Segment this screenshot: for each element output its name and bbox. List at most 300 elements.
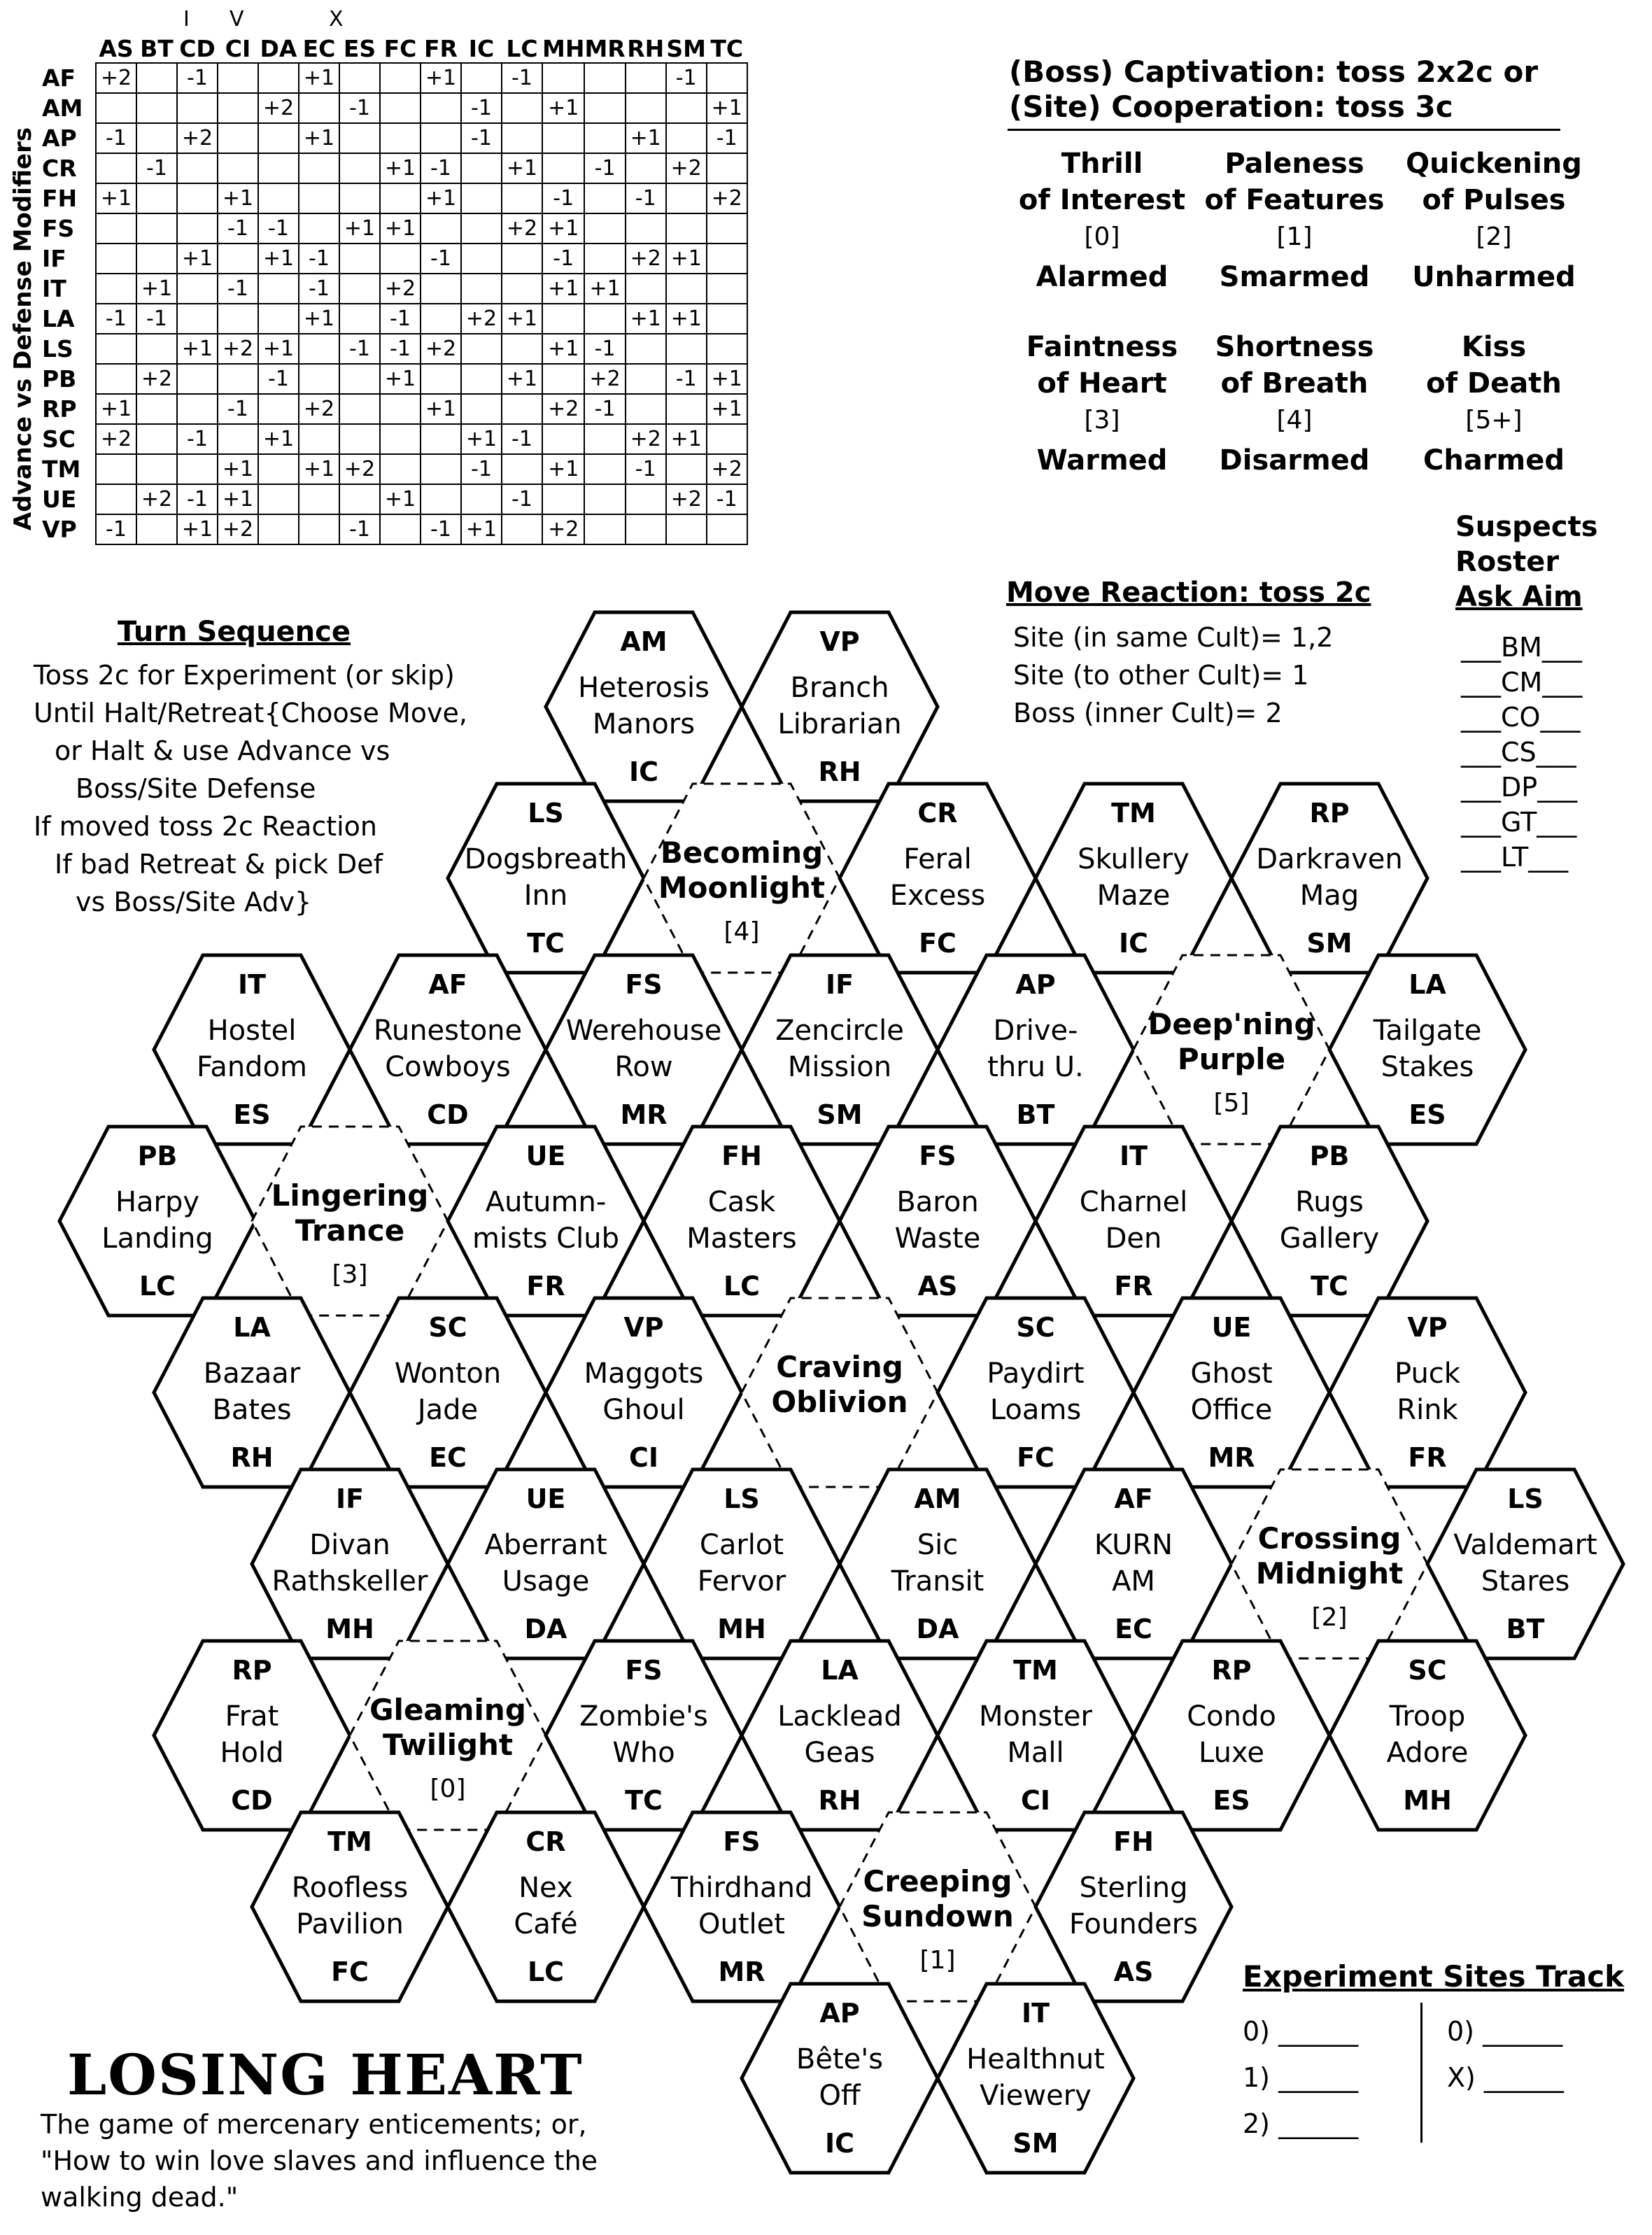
hex-text: Luxe [1199, 1737, 1264, 1769]
hex-text: Cask [707, 1186, 776, 1218]
text-line: ___BM___ [1461, 632, 1582, 663]
hex-text: Who [612, 1737, 675, 1769]
hex-text: Puck [1395, 1358, 1460, 1390]
site-hex[interactable] [154, 1641, 350, 1830]
hex-text: UE [525, 1483, 566, 1514]
site-hex[interactable] [252, 1469, 448, 1658]
hex-text: RH [230, 1442, 274, 1473]
column-header: FC [383, 35, 417, 62]
hex-text: Usage [502, 1565, 590, 1598]
site-hex[interactable] [1231, 784, 1427, 973]
hex-text: Pavilion [296, 1908, 404, 1940]
site-hex[interactable] [938, 1298, 1134, 1487]
cult-center-hex[interactable] [840, 1812, 1036, 2001]
hex-text: Autumn- [485, 1186, 607, 1218]
hex-text: Viewery [980, 2080, 1092, 2112]
hex-text: Monster [979, 1700, 1092, 1733]
hex-text: RH [818, 756, 861, 787]
cult-center-hex[interactable] [644, 784, 840, 973]
modifiers-axis-label: Advance vs Defense Modifiers [9, 127, 37, 531]
modifier-cell: +2 [707, 454, 747, 484]
modifier-cell: +1 [666, 424, 707, 454]
modifier-cell: -1 [584, 153, 625, 183]
modifier-cell: -1 [96, 123, 136, 153]
hex-text: Crossing [1257, 1521, 1402, 1556]
hex-text: FS [625, 1655, 663, 1686]
hex-text: Moonlight [658, 870, 826, 905]
site-hex[interactable] [644, 1469, 840, 1658]
hex-text: Rathskeller [271, 1565, 428, 1598]
hex-text: Founders [1068, 1908, 1199, 1940]
modifier-cell: -1 [421, 153, 461, 183]
hex-text: MR [718, 1956, 765, 1987]
hex-text: Lacklead [777, 1700, 902, 1733]
modifier-cell: +2 [96, 63, 136, 93]
hex-text: Valdemart [1453, 1529, 1597, 1561]
modifier-cell: -1 [177, 63, 218, 93]
modifier-cell: +1 [461, 514, 502, 544]
hex-text: [1] [919, 1946, 956, 1975]
cult-center-hex[interactable] [252, 1127, 448, 1316]
row-header: AP [42, 125, 77, 152]
row-header: CR [42, 155, 77, 182]
modifier-cell: -1 [218, 274, 258, 304]
hex-text: [3] [332, 1260, 368, 1289]
hex-text: Mall [1007, 1737, 1064, 1769]
captivation-level: Kiss of Death [5+] Charmed [1423, 331, 1565, 477]
hex-text: Dogsbreath [464, 843, 628, 875]
modifier-cell: +1 [542, 334, 584, 364]
site-hex[interactable] [154, 955, 350, 1144]
hex-text: [0] [430, 1775, 466, 1803]
move-reaction-title: Move Reaction: toss 2c [1006, 577, 1371, 609]
column-header: TC [710, 35, 744, 62]
modifier-cell: +1 [461, 424, 502, 454]
hex-text: Maggots [584, 1358, 704, 1390]
captivation-level: Shortness of Breath [4] Disarmed [1215, 331, 1374, 477]
text-line: X) ______ [1447, 2062, 1564, 2093]
modifier-cell: +1 [177, 244, 218, 274]
text-line: Site (in same Cult)= 1,2 [1013, 622, 1334, 653]
modifier-cell: +2 [218, 334, 258, 364]
column-header: MH [542, 35, 585, 62]
hex-text: Becoming [660, 836, 824, 870]
site-hex[interactable] [840, 784, 1036, 973]
modifier-cell: -1 [707, 484, 747, 514]
hex-text: Sterling [1079, 1872, 1188, 1904]
site-hex[interactable] [448, 1127, 644, 1316]
hex-text: RP [1211, 1655, 1252, 1686]
modifier-cell: +2 [96, 424, 136, 454]
modifier-cell: +2 [626, 244, 666, 274]
column-header: BT [140, 35, 174, 62]
cult-center-hex[interactable] [742, 1298, 938, 1487]
column-header: ES [343, 35, 376, 62]
top-mark-x: X [329, 7, 344, 31]
hex-text: TM [327, 1826, 372, 1857]
row-header: AM [42, 94, 83, 122]
modifier-cell: +1 [299, 304, 339, 334]
hex-text: Librarian [777, 708, 902, 740]
modifier-cell: +1 [218, 183, 258, 213]
text-line: vs Boss/Site Adv} [76, 887, 312, 917]
site-hex[interactable] [1329, 955, 1525, 1144]
text-line: ___CO___ [1461, 702, 1581, 733]
hex-text: Thirdhand [670, 1872, 813, 1904]
hex-text: Rink [1397, 1394, 1458, 1426]
hex-text: Oblivion [771, 1385, 908, 1419]
modifier-cell: -1 [542, 183, 584, 213]
hex-text: Waste [894, 1222, 981, 1255]
hex-text: Condo [1187, 1700, 1276, 1733]
hex-text: Purple [1177, 1042, 1286, 1076]
modifier-cell: +1 [258, 334, 299, 364]
text-line: walking dead." [41, 2182, 239, 2213]
column-header: AS [99, 35, 134, 62]
site-hex[interactable] [154, 1298, 350, 1487]
modifier-cell: +1 [96, 183, 136, 213]
site-hex[interactable] [1427, 1469, 1623, 1658]
turn-sequence-title: Turn Sequence [118, 616, 351, 648]
site-hex[interactable] [840, 1469, 1036, 1658]
hex-text: IT [1021, 1998, 1050, 2029]
modifier-cell: -1 [96, 514, 136, 544]
modifier-cell: -1 [421, 244, 461, 274]
hex-text: [2] [1311, 1603, 1348, 1632]
top-mark-i: I [183, 7, 190, 31]
hex-text: Werehouse [565, 1015, 722, 1047]
hex-text: [5] [1213, 1089, 1250, 1118]
column-header: SM [666, 35, 707, 62]
modifier-cell: +1 [421, 63, 461, 93]
hex-text: Craving [776, 1350, 903, 1384]
hex-text: LC [527, 1956, 565, 1987]
modifier-cell: -1 [502, 424, 542, 454]
hex-text: Drive- [993, 1015, 1078, 1047]
hex-text: Bazaar [203, 1358, 301, 1390]
hex-text: FR [1408, 1442, 1447, 1473]
hex-text: Hold [220, 1737, 284, 1769]
text-line: Site (to other Cult)= 1 [1013, 660, 1309, 691]
hex-text: Zencircle [775, 1015, 904, 1047]
experiment-track-right [1447, 2008, 1564, 2101]
hex-text: MR [1208, 1442, 1255, 1473]
modifier-cell: +1 [177, 514, 218, 544]
modifier-cell: +1 [707, 93, 747, 123]
hex-text: Twilight [382, 1728, 514, 1762]
hex-text: Deep'ning [1148, 1007, 1315, 1041]
hex-text: Darkraven [1256, 843, 1403, 875]
hex-text: PB [137, 1141, 178, 1171]
site-hex[interactable] [742, 1641, 938, 1830]
hex-text: AS [917, 1271, 958, 1302]
modifier-cell: +1 [542, 93, 584, 123]
site-hex[interactable] [350, 955, 546, 1144]
site-hex[interactable] [59, 1127, 255, 1316]
hex-text: Trance [295, 1213, 405, 1248]
modifier-cell: +2 [542, 514, 584, 544]
hex-text: Roofless [291, 1872, 409, 1904]
site-hex[interactable] [840, 1127, 1036, 1316]
text-line: If moved toss 2c Reaction [34, 811, 378, 842]
modifier-cell: +1 [299, 454, 339, 484]
hex-text: AM [914, 1483, 961, 1514]
hex-text: CI [1020, 1785, 1051, 1816]
modifier-cell: +1 [502, 153, 542, 183]
hex-text: SC [1016, 1312, 1055, 1343]
modifier-cell: +2 [542, 394, 584, 424]
modifier-cell: +2 [299, 394, 339, 424]
modifier-cell: +1 [136, 274, 177, 304]
hex-text: MH [717, 1614, 766, 1644]
hex-text: TC [625, 1785, 663, 1816]
row-header: IF [42, 245, 66, 272]
hex-text: Skullery [1078, 843, 1189, 875]
site-hex[interactable] [1036, 784, 1231, 973]
modifier-cell: +1 [299, 123, 339, 153]
hex-text: EC [1115, 1614, 1152, 1644]
site-hex[interactable] [448, 1469, 644, 1658]
hex-text: SM [817, 1099, 863, 1130]
modifier-cell: -1 [218, 213, 258, 244]
modifier-cell: +1 [542, 213, 584, 244]
hex-text: TM [1111, 798, 1156, 829]
site-hex[interactable] [448, 1812, 644, 2001]
hex-text: AF [428, 969, 467, 1000]
modifier-cell: -1 [299, 274, 339, 304]
modifier-cell: +1 [339, 213, 380, 244]
modifier-cell: +2 [626, 424, 666, 454]
modifier-cell: +2 [461, 304, 502, 334]
hex-text: mists Club [472, 1222, 619, 1255]
cult-center-hex[interactable] [350, 1641, 546, 1830]
hex-text: Maze [1096, 880, 1171, 912]
hex-text: CI [628, 1442, 659, 1473]
text-line: Toss 2c for Experiment (or skip) [34, 660, 455, 691]
row-header: UE [42, 486, 77, 513]
modifier-cell: +1 [380, 484, 421, 514]
hex-text: IC [824, 2128, 855, 2159]
hex-text: FC [1017, 1442, 1054, 1473]
hex-text: LS [1507, 1483, 1544, 1514]
modifier-cell: +1 [421, 183, 461, 213]
modifier-cell: -1 [421, 514, 461, 544]
hex-text: AM [1112, 1565, 1155, 1598]
modifier-cell: +1 [96, 394, 136, 424]
site-hex[interactable] [644, 1127, 840, 1316]
modifier-cell: +1 [421, 394, 461, 424]
modifier-cell: -1 [136, 304, 177, 334]
hex-text: FC [331, 1956, 369, 1987]
hex-text: Den [1105, 1222, 1162, 1255]
modifier-cell: -1 [339, 93, 380, 123]
site-hex[interactable] [252, 1812, 448, 2001]
modifier-cell: -1 [502, 63, 542, 93]
site-hex[interactable] [742, 1984, 938, 2173]
site-hex[interactable] [546, 612, 742, 801]
modifier-cell: -1 [380, 304, 421, 334]
hex-text: Excess [889, 880, 986, 912]
site-hex[interactable] [546, 1641, 742, 1830]
site-hex[interactable] [546, 1298, 742, 1487]
cult-center-hex[interactable] [1134, 955, 1329, 1144]
hex-text: Fandom [196, 1051, 308, 1083]
column-header: IC [468, 35, 495, 62]
hex-text: Stares [1481, 1565, 1570, 1598]
hex-text: RH [818, 1785, 861, 1816]
modifier-cell: +2 [707, 183, 747, 213]
modifier-cell: +2 [380, 274, 421, 304]
hex-text: PB [1309, 1141, 1350, 1171]
modifier-cell: -1 [626, 183, 666, 213]
hex-text: Outlet [698, 1908, 785, 1940]
site-hex[interactable] [742, 955, 938, 1144]
row-header: LS [42, 335, 73, 362]
modifier-cell: +2 [218, 514, 258, 544]
hex-text: BT [1506, 1614, 1545, 1644]
modifier-cell: -1 [380, 334, 421, 364]
text-line: ___GT___ [1461, 807, 1577, 838]
row-header: FH [42, 185, 78, 212]
hex-text: LA [233, 1312, 271, 1343]
modifier-cell: -1 [96, 304, 136, 334]
hex-text: Masters [686, 1222, 797, 1255]
hex-text: FR [1114, 1271, 1153, 1302]
site-hex[interactable] [742, 612, 938, 801]
modifier-cell: -1 [707, 123, 747, 153]
hex-text: Creeping [863, 1864, 1012, 1898]
hex-text: AS [1113, 1956, 1154, 1987]
hex-text: Healthnut [966, 2043, 1105, 2075]
site-hex[interactable] [1329, 1641, 1525, 1830]
hex-text: Branch [790, 672, 889, 704]
text-line: If bad Retreat & pick Def [55, 849, 383, 880]
modifier-cell: -1 [339, 334, 380, 364]
site-hex[interactable] [1134, 1298, 1329, 1487]
hex-text: Lingering [271, 1178, 429, 1213]
modifier-cell: +2 [136, 484, 177, 514]
hex-text: IC [1118, 928, 1149, 959]
hex-text: Jade [417, 1394, 479, 1426]
hex-text: Ghost [1190, 1358, 1273, 1390]
hex-text: Tailgate [1373, 1015, 1482, 1047]
hex-text: TC [1311, 1271, 1348, 1302]
hex-text: Divan [309, 1529, 390, 1561]
modifier-cell: +1 [380, 364, 421, 394]
site-hex[interactable] [938, 955, 1134, 1144]
modifier-cell: +1 [218, 454, 258, 484]
site-hex[interactable] [938, 1984, 1134, 2173]
row-header: AF [42, 64, 76, 92]
site-hex[interactable] [1036, 1127, 1231, 1316]
hex-text: Sundown [861, 1899, 1014, 1933]
modifier-cell: +1 [258, 244, 299, 274]
hex-text: IT [1119, 1141, 1148, 1171]
modifier-cell: +1 [299, 63, 339, 93]
modifier-cell: -1 [666, 364, 707, 394]
hex-text: Mission [787, 1051, 892, 1083]
captivation-level: Quickening of Pulses [2] Unharmed [1406, 148, 1582, 293]
modifier-cell: -1 [461, 454, 502, 484]
text-line: "How to win love slaves and influence the [41, 2145, 598, 2176]
modifier-cell: -1 [584, 394, 625, 424]
modifier-cell: +1 [542, 454, 584, 484]
site-hex[interactable] [938, 1641, 1134, 1830]
hex-text: Inn [523, 880, 568, 912]
site-hex[interactable] [448, 784, 644, 973]
hex-text: Bates [212, 1394, 292, 1426]
hex-text: LS [528, 798, 564, 829]
hex-text: IT [237, 969, 267, 1000]
site-hex[interactable] [1231, 1127, 1427, 1316]
hex-text: Harpy [115, 1186, 200, 1218]
hex-text: DA [524, 1614, 567, 1644]
hex-text: FR [526, 1271, 565, 1302]
hex-text: FH [1113, 1826, 1154, 1857]
row-header: TM [42, 456, 81, 483]
hex-text: [4] [723, 917, 760, 946]
hex-text: IF [335, 1483, 365, 1514]
site-hex[interactable] [1036, 1812, 1231, 2001]
hex-text: EC [429, 1442, 467, 1473]
site-hex[interactable] [1036, 1469, 1231, 1658]
hex-text: FC [919, 928, 956, 959]
hex-text: AP [819, 1998, 860, 2029]
hex-text: DA [916, 1614, 959, 1644]
hex-text: VP [623, 1312, 664, 1343]
hex-text: FH [721, 1141, 762, 1171]
row-header: RP [42, 395, 77, 423]
top-mark-v: V [230, 7, 244, 31]
hex-text: Zombie's [579, 1700, 708, 1733]
column-header: EC [302, 35, 336, 62]
hex-text: Heterosis [578, 672, 709, 704]
cult-center-hex[interactable] [1231, 1469, 1427, 1658]
hex-text: RP [232, 1655, 272, 1686]
row-header: VP [42, 516, 77, 543]
modifier-cell: -1 [461, 93, 502, 123]
hex-text: KURN [1094, 1529, 1173, 1561]
hex-text: Adore [1386, 1737, 1469, 1769]
hex-text: MH [325, 1614, 374, 1644]
modifier-cell: +2 [421, 334, 461, 364]
hex-text: AM [620, 626, 668, 657]
hex-text: AF [1114, 1483, 1153, 1514]
hex-text: Feral [903, 843, 972, 875]
modifier-cell: +1 [380, 213, 421, 244]
modifier-cell: +2 [339, 454, 380, 484]
hex-text: UE [525, 1141, 566, 1171]
modifier-cell: +1 [707, 394, 747, 424]
modifier-cell: +1 [380, 153, 421, 183]
hex-text: Gallery [1279, 1222, 1380, 1255]
hex-text: Stakes [1381, 1051, 1474, 1083]
modifier-cell: +2 [666, 484, 707, 514]
experiment-track-divider [1420, 2003, 1422, 2143]
text-line: Boss (inner Cult)= 2 [1013, 698, 1283, 728]
hex-text: LA [821, 1655, 859, 1686]
site-hex[interactable] [1134, 1641, 1329, 1830]
hex-text: Loams [989, 1394, 1082, 1426]
hex-text: Bête's [796, 2043, 884, 2075]
site-hex[interactable] [644, 1812, 840, 2001]
site-hex[interactable] [350, 1298, 546, 1487]
captivation-level: Paleness of Features [1] Smarmed [1204, 148, 1385, 293]
modifier-cell: -1 [218, 394, 258, 424]
site-hex[interactable] [1329, 1298, 1525, 1487]
hex-text: Gleaming [369, 1693, 526, 1727]
site-hex[interactable] [546, 955, 742, 1144]
